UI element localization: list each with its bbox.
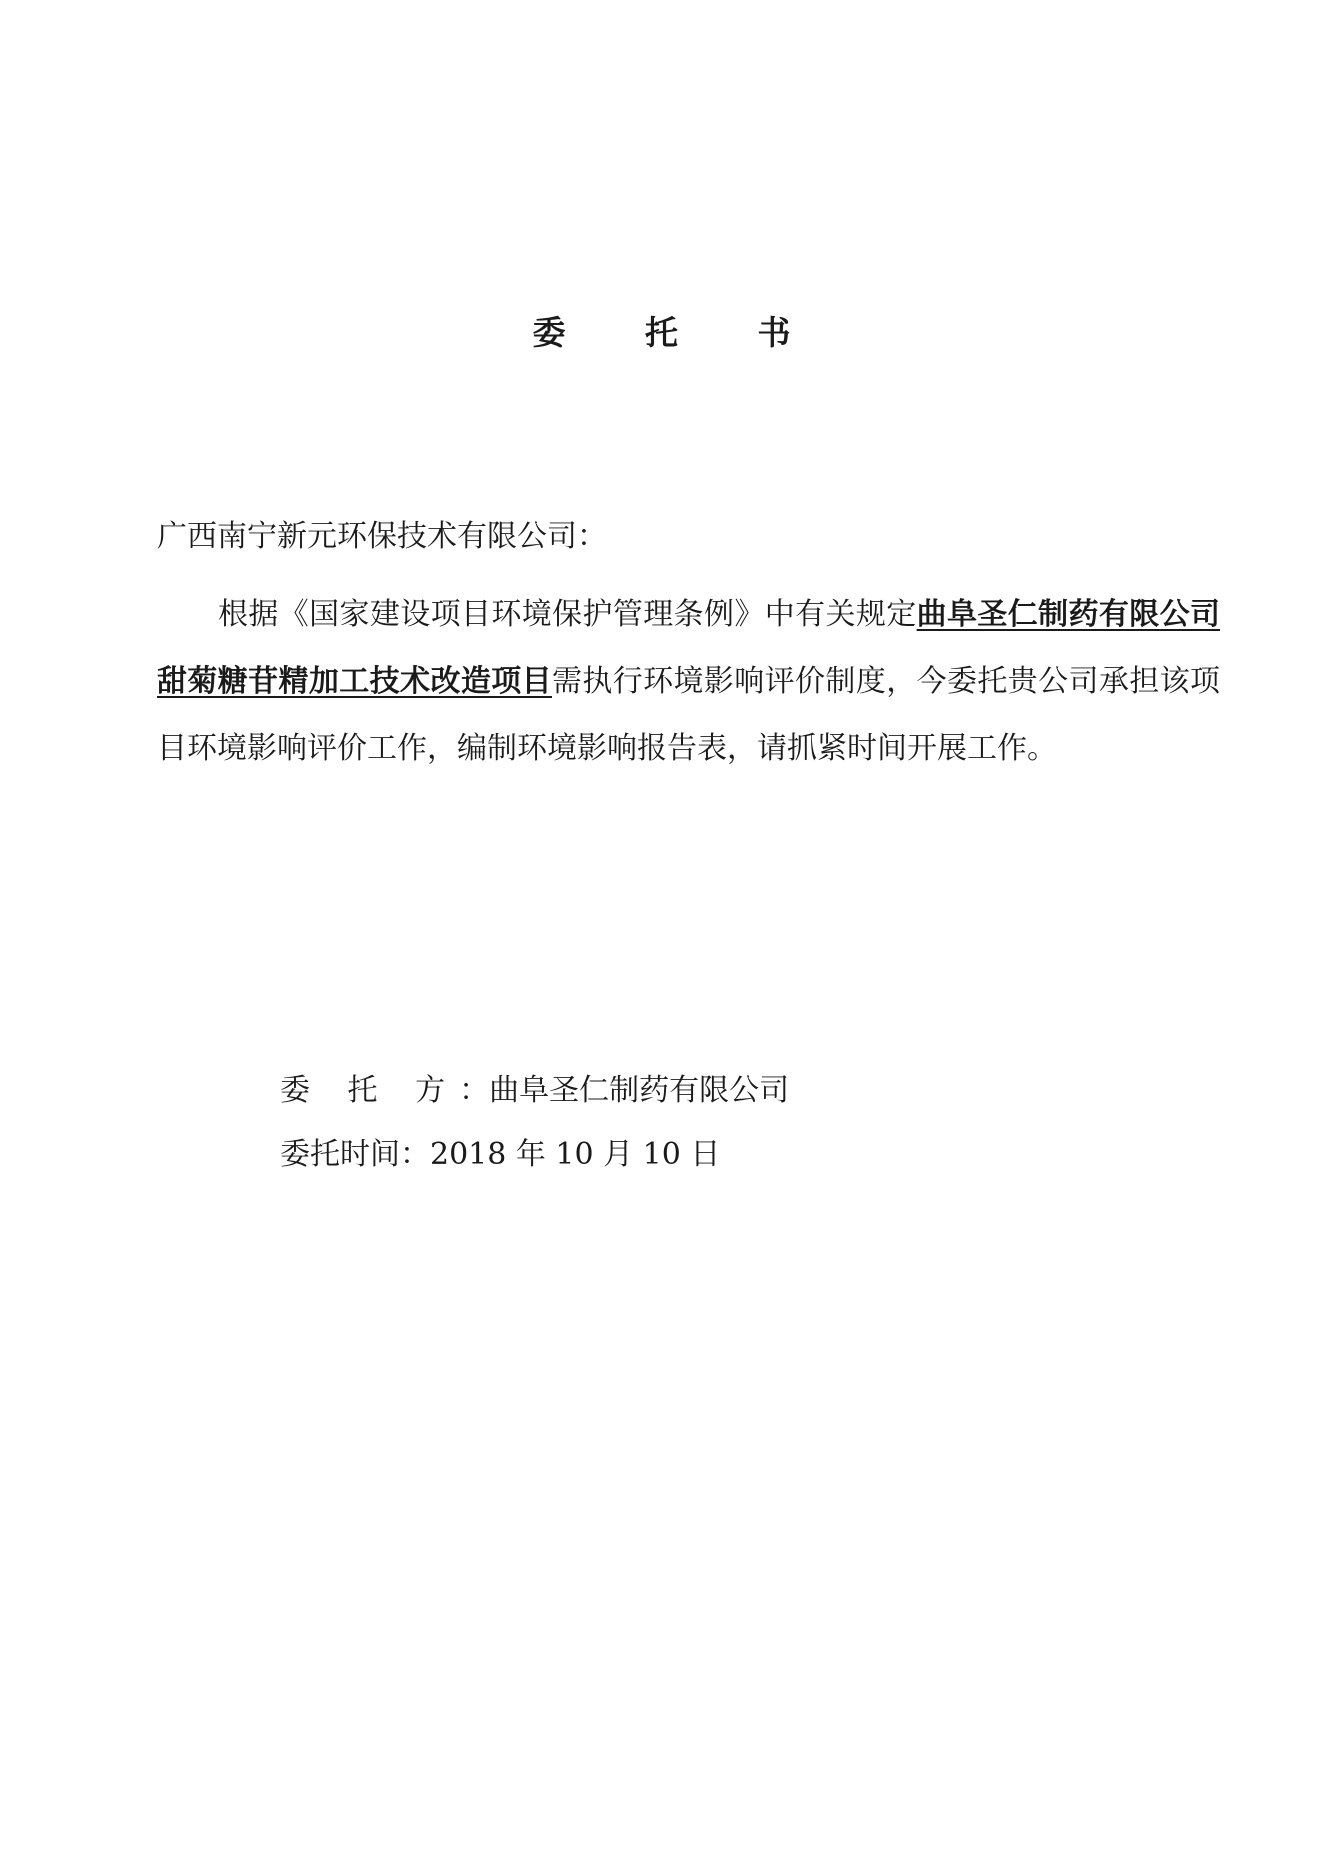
client-line: [280, 1069, 789, 1113]
client-name: 曲阜圣仁制药有限公司: [489, 1073, 790, 1108]
date-line: [280, 1133, 720, 1177]
body-paragraph: [157, 581, 1220, 782]
document-title: 委 托 书: [532, 313, 825, 352]
salutation: 广西南宁新元环保技术有限公司：: [157, 519, 607, 554]
date-value: 2018 年 10 月 10 日: [430, 1137, 721, 1172]
date-label: 委托时间：: [280, 1137, 430, 1172]
body-intro: 根据《国家建设项目环境保护管理条例》中有关规定: [218, 597, 917, 632]
client-label: 委 托 方: [280, 1073, 460, 1108]
project-name: 曲阜圣仁制药有限公司甜菊糖苷精加工技术改造项目: [157, 597, 1220, 699]
body-rest: 需执行环境影响评价制度，今委托贵公司承担该项目环境影响评价工作，编制环境影响报告表，请抓紧时间开展工作。: [157, 664, 1221, 766]
client-colon: ：: [459, 1073, 490, 1108]
